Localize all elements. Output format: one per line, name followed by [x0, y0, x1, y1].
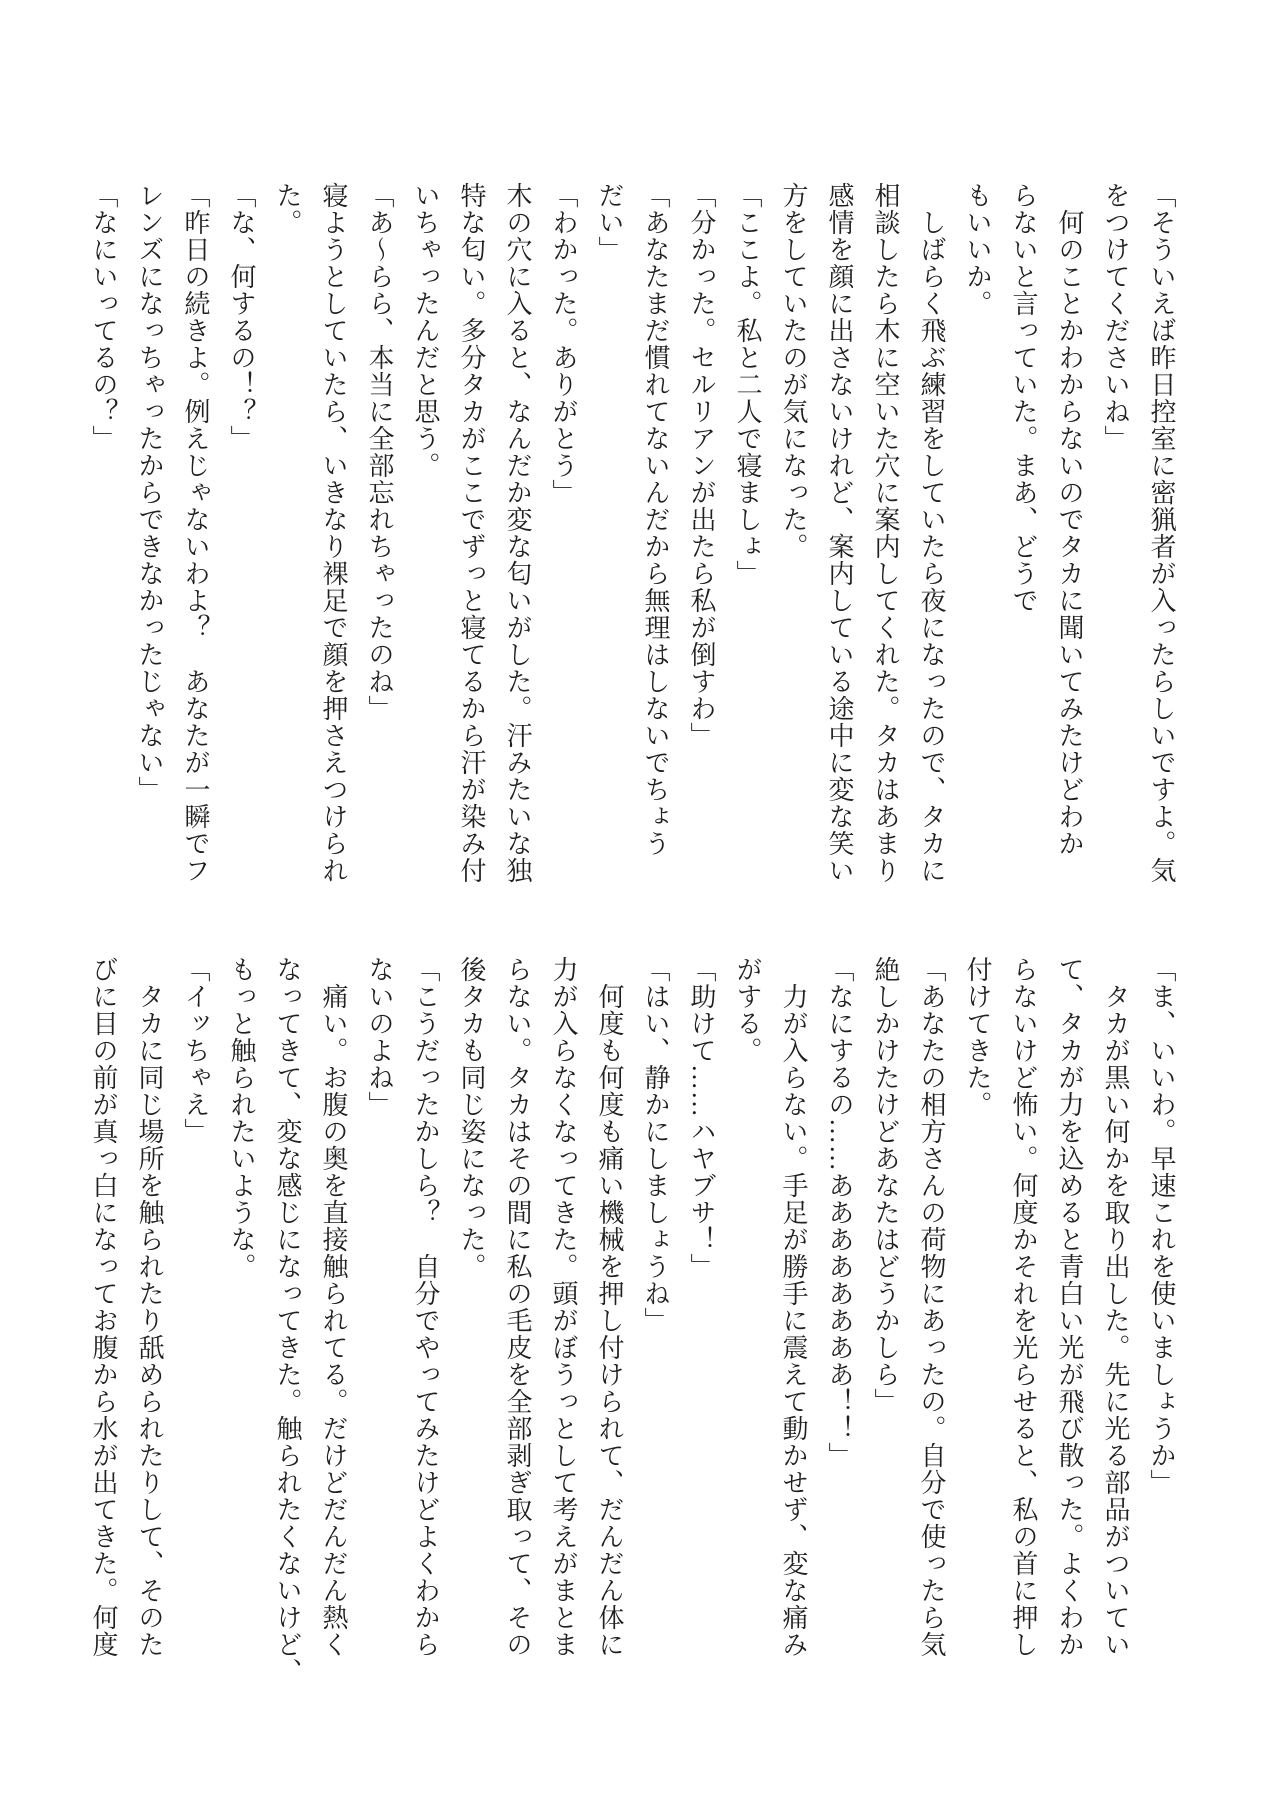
text-line: 痛い。お腹の奥を直接触られてる。だけどだんだん熱く — [319, 956, 348, 1658]
text-line: 「はい、静かにしましょうね」 — [641, 956, 670, 1334]
text-line: 「そういえば昨日控室に密猟者が入ったらしいですよ。気 — [1147, 182, 1176, 884]
text-line: 「わかった。ありがとう」 — [549, 182, 578, 506]
text-line: 付けてきた。 — [963, 956, 992, 1118]
text-line: 「なにいってるの？」 — [89, 182, 118, 452]
text-line: もっと触られたいような。 — [227, 956, 256, 1280]
text-line: らないけど怖い。何度かそれを光らせると、私の首に押し — [1009, 956, 1038, 1658]
text-line: びに目の前が真っ白になってお腹から水が出てきた。何度 — [89, 956, 118, 1658]
text-line: 絶しかけたけどあなたはどうかしら」 — [871, 956, 900, 1415]
text-block-1 — [80, 182, 1184, 894]
text-line: 「助けて……ハヤブサ！」 — [687, 956, 716, 1280]
text-line: 力が入らなくなってきた。頭がぼうっとして考えがまとま — [549, 956, 578, 1658]
text-line: 「ここよ。私と二人で寝ましょ」 — [733, 182, 762, 587]
text-line: 「ま、いいわ。早速これを使いましょうか」 — [1147, 956, 1176, 1496]
text-line: 力が入らない。手足が勝手に震えて動かせず、変な痛み — [779, 956, 808, 1658]
text-line: らないと言っていた。まあ、どうで — [1009, 182, 1038, 614]
text-line: て、タカが力を込めると青白い光が飛び散った。よくわか — [1055, 956, 1084, 1658]
text-line: だい」 — [595, 182, 624, 263]
text-line: らない。タカはその間に私の毛皮を全部剥ぎ取って、その — [503, 956, 532, 1658]
text-line: 「分かった。セルリアンが出たら私が倒すわ」 — [687, 182, 716, 749]
text-line: しばらく飛ぶ練習をしていたら夜になったので、タカに — [917, 182, 946, 884]
text-line: 「な、何するの！？」 — [227, 182, 256, 452]
text-line: た。 — [273, 182, 302, 236]
text-line: がする。 — [733, 956, 762, 1064]
text-line: もいいか。 — [963, 182, 992, 317]
text-block-2 — [80, 956, 1184, 1685]
text-line: ないのよね」 — [365, 956, 394, 1118]
text-line: 寝ようとしていたら、いきなり裸足で顔を押さえつけられ — [319, 182, 348, 884]
text-line: 何度も何度も痛い機械を押し付けられて、だんだん体に — [595, 956, 624, 1658]
text-line: タカに同じ場所を触られたり舐められたりして、そのた — [135, 956, 164, 1658]
text-line: 何のことかわからないのでタカに聞いてみたけどわか — [1055, 182, 1084, 857]
text-line: 「昨日の続きよ。例えじゃないわよ？ あなたが一瞬でフ — [181, 182, 210, 884]
text-line: 「あなたまだ慣れてないんだから無理はしないでちょう — [641, 182, 670, 857]
text-line: 相談したら木に空いた穴に案内してくれた。タカはあまり — [871, 182, 900, 884]
text-line: をつけてくださいね」 — [1101, 182, 1130, 452]
text-line: 「あ〜らら、本当に全部忘れちゃったのね」 — [365, 182, 394, 722]
text-line: 「あなたの相方さんの荷物にあったの。自分で使ったら気 — [917, 956, 946, 1658]
text-line: 「イッちゃえ」 — [181, 956, 210, 1145]
text-line: なってきて、変な感じになってきた。触られたくないけど、 — [273, 956, 302, 1685]
text-line: 「なにするの……ああああああああ！！」 — [825, 956, 854, 1469]
text-line: タカが黒い何かを取り出した。先に光る部品がついてい — [1101, 956, 1130, 1658]
text-line: レンズになっちゃったからできなかったじゃない」 — [135, 182, 164, 803]
text-line: いちゃったんだと思う。 — [411, 182, 440, 479]
text-line: 方をしていたのが気になった。 — [779, 182, 808, 560]
text-line: 「こうだったかしら？ 自分でやってみたけどよくわから — [411, 956, 440, 1658]
text-line: 特な匂い。多分タカがここでずっと寝てるから汗が染み付 — [457, 182, 486, 884]
text-line: 感情を顔に出さないけれど、案内している途中に変な笑い — [825, 182, 854, 884]
text-line: 木の穴に入ると、なんだか変な匂いがした。汗みたいな独 — [503, 182, 532, 884]
text-line: 後タカも同じ姿になった。 — [457, 956, 486, 1280]
